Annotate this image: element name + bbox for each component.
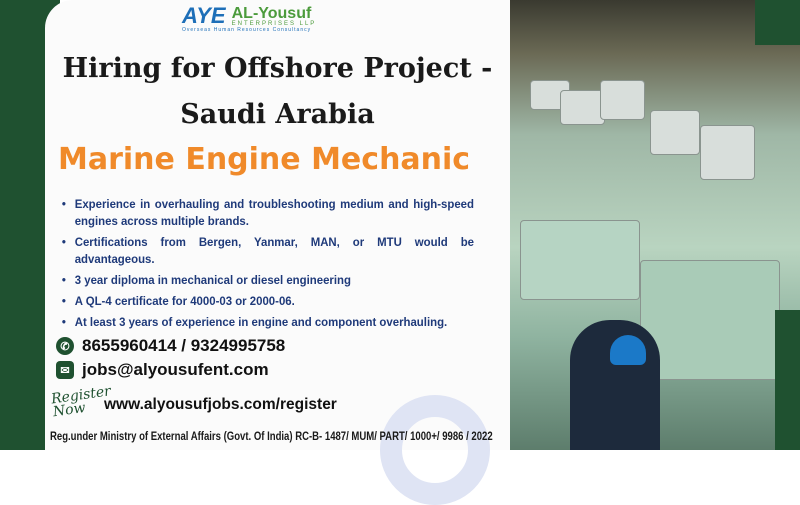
phone-icon: ✆	[56, 337, 74, 355]
requirement-item: • At least 3 years of experience in engine and component overhauling.	[60, 314, 474, 331]
decorative-circle	[380, 395, 490, 505]
requirement-item: • Experience in overhauling and troubleshooting medium and high-speed engines across multiple brands.	[60, 196, 474, 230]
headline-line1: Hiring for Offshore Project -	[62, 53, 493, 84]
headline-line2: Saudi Arabia	[180, 99, 375, 130]
company-logo	[182, 3, 316, 29]
job-role: Marine Engine Mechanic	[58, 142, 471, 177]
email-address[interactable]: jobs@alyousufent.com	[82, 360, 269, 379]
requirements-list	[60, 196, 510, 335]
logo-sub: ENTERPRISES LLP	[231, 20, 317, 27]
register-now-label: Register Now	[50, 383, 112, 421]
logo-tagline: Overseas Human Resources Consultancy	[182, 27, 312, 33]
headline	[45, 46, 510, 138]
logo-name: AL-Yousuf	[231, 4, 312, 22]
requirement-item: • Certifications from Bergen, Yanmar, MAN, or MTU would be advantageous.	[60, 234, 474, 268]
green-corner-top	[755, 0, 800, 45]
logo-mark: AYE	[182, 3, 226, 28]
phone-number[interactable]: 8655960414 / 9324995758	[82, 336, 286, 355]
register-url[interactable]: www.alyousufjobs.com/register	[104, 396, 337, 413]
helmet	[610, 335, 646, 365]
phone-contact	[56, 336, 285, 356]
email-icon: ✉	[56, 361, 74, 379]
requirement-item: • A QL-4 certificate for 4000-03 or 2000-06.	[60, 293, 474, 310]
engine-room-photo	[510, 0, 800, 450]
registration-info: Reg.under Ministry of External Affairs (Govt. Of India) RC-B- 1487/ MUM/ PART/ 1000+/ 9986 / 2022	[50, 431, 493, 443]
email-contact	[56, 360, 269, 380]
requirement-item: • 3 year diploma in mechanical or diesel engineering	[60, 272, 474, 289]
green-corner-bottom	[775, 310, 800, 450]
